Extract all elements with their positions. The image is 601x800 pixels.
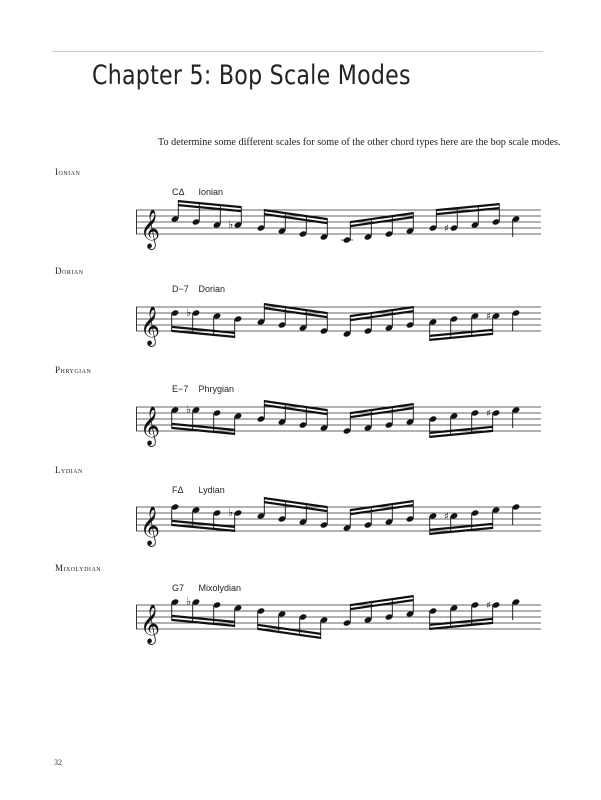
sharp-icon: ♯ <box>444 511 449 523</box>
staff-ionian <box>136 192 541 256</box>
mode-label-dorian: Dorian <box>55 266 84 276</box>
sharp-icon: ♯ <box>444 223 449 235</box>
chord-symbol: CΔ <box>172 187 185 197</box>
chord-name: Phrygian <box>198 384 235 394</box>
treble-clef-icon: 𝄞 <box>140 506 161 546</box>
chord-symbol: G7 <box>172 583 185 593</box>
flat-icon: ♭ <box>186 595 192 608</box>
treble-clef-icon: 𝄞 <box>140 209 161 249</box>
chord-symbol: E−7 <box>172 384 189 394</box>
mode-label-phrygian: Phrygian <box>55 365 92 375</box>
staff-mixolydian <box>136 587 541 651</box>
chapter-title: Chapter 5: Bop Scale Modes <box>92 60 411 91</box>
treble-clef-icon: 𝄞 <box>140 406 161 446</box>
chord-symbol: D−7 <box>172 284 189 294</box>
sharp-icon: ♯ <box>486 600 491 612</box>
sharp-icon: ♯ <box>486 408 491 420</box>
staff-dorian <box>136 289 541 353</box>
flat-icon: ♭ <box>186 306 192 319</box>
chord-name: Dorian <box>198 284 226 294</box>
sharp-icon: ♯ <box>486 311 491 323</box>
staff-phrygian <box>136 389 541 453</box>
flat-icon: ♭ <box>228 506 234 519</box>
flat-icon: ♭ <box>228 218 234 231</box>
chord-symbol: FΔ <box>172 485 184 495</box>
staff-lydian <box>136 489 541 553</box>
chord-name: Mixolydian <box>198 583 242 593</box>
flat-icon: ♭ <box>186 403 192 416</box>
chord-name: Ionian <box>198 187 224 197</box>
mode-label-ionian: Ionian <box>55 167 81 177</box>
treble-clef-icon: 𝄞 <box>140 604 161 644</box>
page-number: 32 <box>54 758 62 767</box>
header-rule <box>52 51 543 52</box>
intro-text: To determine some different scales for some of the other chord types here are the bop scale modes. <box>158 137 561 148</box>
treble-clef-icon: 𝄞 <box>140 306 161 346</box>
mode-label-lydian: Lydian <box>55 465 83 475</box>
chord-name: Lydian <box>198 485 225 495</box>
mode-label-mixolydian: Mixolydian <box>55 563 102 573</box>
